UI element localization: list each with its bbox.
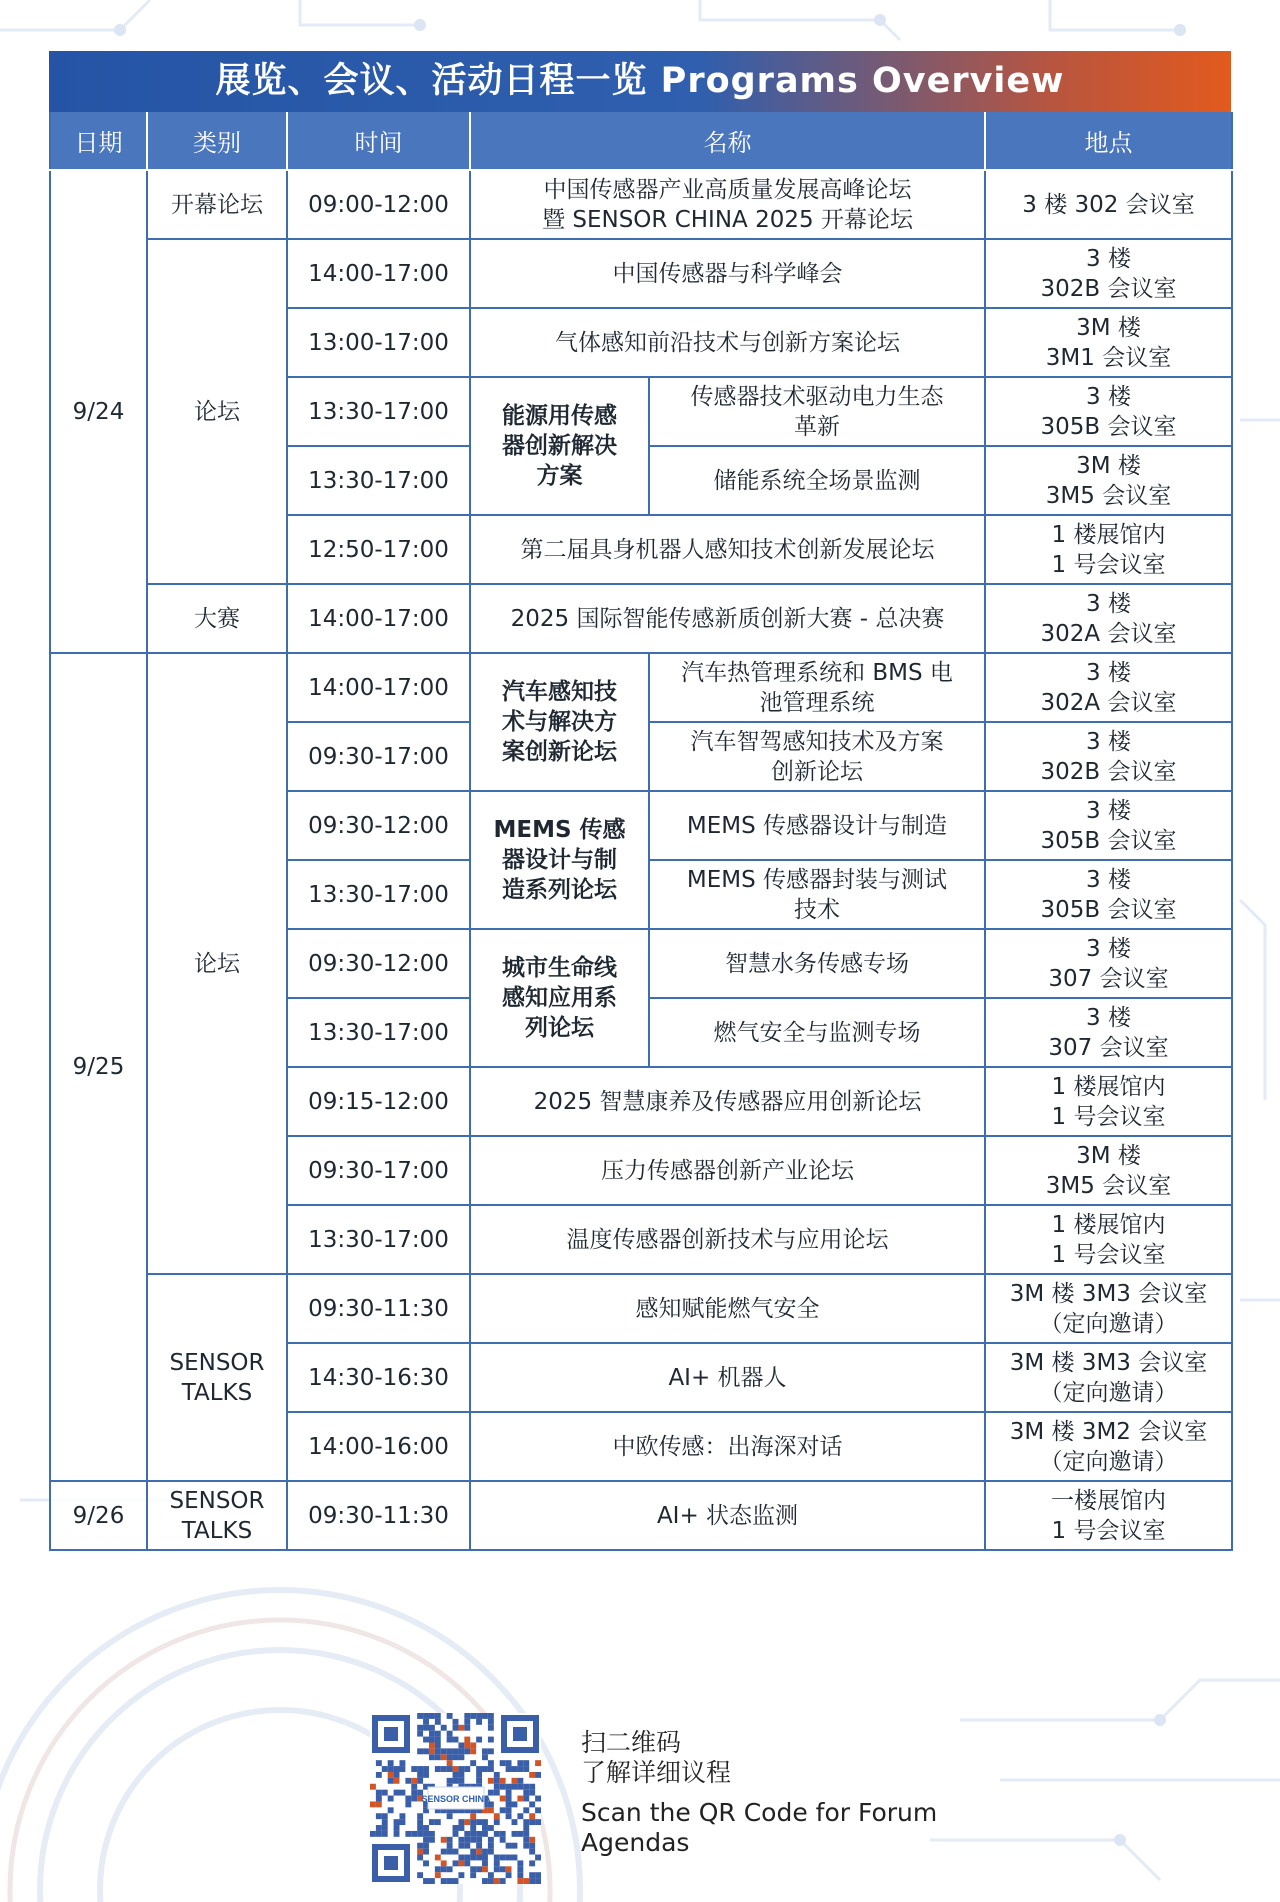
session-name-cell: 汽车智驾感知技术及方案 创新论坛 [649, 722, 985, 791]
qr-caption-en-1: Scan the QR Code for Forum [581, 1798, 938, 1827]
qr-caption-en-2: Agendas [581, 1828, 690, 1857]
header-time: 时间 [287, 112, 470, 170]
location-cell: 1 楼展馆内 1 号会议室 [985, 1067, 1232, 1136]
session-name-cell: MEMS 传感器设计与制造 [649, 791, 985, 860]
time-cell: 13:30-17:00 [287, 1205, 470, 1274]
time-cell: 09:30-11:30 [287, 1481, 470, 1550]
time-cell: 14:00-17:00 [287, 239, 470, 308]
time-cell: 09:15-12:00 [287, 1067, 470, 1136]
time-cell: 09:00-12:00 [287, 170, 470, 239]
category-cell: 论坛 [147, 653, 287, 1274]
forum-group-cell: 能源用传感 器创新解决 方案 [470, 377, 649, 515]
qr-finder-top-left [372, 1715, 410, 1753]
event-name-cell: 感知赋能燃气安全 [470, 1274, 985, 1343]
event-name-cell: 中国传感器与科学峰会 [470, 239, 985, 308]
table-row [50, 239, 1232, 308]
time-cell: 09:30-17:00 [287, 722, 470, 791]
time-cell: 13:30-17:00 [287, 998, 470, 1067]
qr-caption [581, 1728, 937, 1858]
event-name-cell: 2025 国际智能传感新质创新大赛 - 总决赛 [470, 584, 985, 653]
session-name-cell: 智慧水务传感专场 [649, 929, 985, 998]
time-cell: 09:30-17:00 [287, 1136, 470, 1205]
header-date: 日期 [50, 112, 147, 170]
forum-group-cell: 城市生命线 感知应用系 列论坛 [470, 929, 649, 1067]
table-row [50, 170, 1232, 239]
location-cell: 3 楼 302A 会议室 [985, 584, 1232, 653]
time-cell: 09:30-11:30 [287, 1274, 470, 1343]
time-cell: 13:30-17:00 [287, 446, 470, 515]
time-cell: 13:00-17:00 [287, 308, 470, 377]
date-cell: 9/25 [50, 653, 147, 1481]
location-cell: 3 楼 302A 会议室 [985, 653, 1232, 722]
location-cell: 1 楼展馆内 1 号会议室 [985, 1205, 1232, 1274]
category-cell: SENSOR TALKS [147, 1274, 287, 1481]
time-cell: 14:00-17:00 [287, 653, 470, 722]
location-cell: 3M 楼 3M5 会议室 [985, 1136, 1232, 1205]
location-cell: 3M 楼 3M3 会议室 （定向邀请） [985, 1343, 1232, 1412]
schedule-table [49, 112, 1233, 1551]
table-row [50, 584, 1232, 653]
table-row [50, 653, 1232, 722]
date-cell: 9/26 [50, 1481, 147, 1550]
header-location: 地点 [985, 112, 1232, 170]
location-cell: 3 楼 302 会议室 [985, 170, 1232, 239]
location-cell: 1 楼展馆内 1 号会议室 [985, 515, 1232, 584]
session-name-cell: 储能系统全场景监测 [649, 446, 985, 515]
time-cell: 12:50-17:00 [287, 515, 470, 584]
category-cell: 论坛 [147, 239, 287, 584]
event-name-cell: 中欧传感：出海深对话 [470, 1412, 985, 1481]
category-cell: SENSOR TALKS [147, 1481, 287, 1550]
date-cell: 9/24 [50, 170, 147, 653]
event-name-cell: 压力传感器创新产业论坛 [470, 1136, 985, 1205]
forum-group-cell: 汽车感知技 术与解决方 案创新论坛 [470, 653, 649, 791]
time-cell: 14:00-16:00 [287, 1412, 470, 1481]
qr-finder-top-right [501, 1715, 539, 1753]
location-cell: 3M 楼 3M2 会议室 （定向邀请） [985, 1412, 1232, 1481]
location-cell: 一楼展馆内 1 号会议室 [985, 1481, 1232, 1550]
table-header-row [50, 112, 1232, 170]
qr-logo: SENSOR CHINA [421, 1794, 491, 1804]
forum-group-cell: MEMS 传感 器设计与制 造系列论坛 [470, 791, 649, 929]
time-cell: 13:30-17:00 [287, 377, 470, 446]
page-title: 展览、会议、活动日程一览 Programs Overview [49, 51, 1231, 112]
event-name-cell: 第二届具身机器人感知技术创新发展论坛 [470, 515, 985, 584]
qr-code[interactable] [370, 1713, 541, 1884]
location-cell: 3 楼 305B 会议室 [985, 860, 1232, 929]
location-cell: 3 楼 302B 会议室 [985, 239, 1232, 308]
time-cell: 09:30-12:00 [287, 929, 470, 998]
session-name-cell: MEMS 传感器封装与测试 技术 [649, 860, 985, 929]
location-cell: 3M 楼 3M1 会议室 [985, 308, 1232, 377]
session-name-cell: 汽车热管理系统和 BMS 电 池管理系统 [649, 653, 985, 722]
event-name-cell: 2025 智慧康养及传感器应用创新论坛 [470, 1067, 985, 1136]
time-cell: 13:30-17:00 [287, 860, 470, 929]
location-cell: 3 楼 305B 会议室 [985, 791, 1232, 860]
location-cell: 3 楼 302B 会议室 [985, 722, 1232, 791]
header-category: 类别 [147, 112, 287, 170]
location-cell: 3M 楼 3M5 会议室 [985, 446, 1232, 515]
location-cell: 3 楼 307 会议室 [985, 998, 1232, 1067]
header-name: 名称 [470, 112, 985, 170]
event-name-cell: AI+ 机器人 [470, 1343, 985, 1412]
location-cell: 3 楼 305B 会议室 [985, 377, 1232, 446]
event-name-cell: 中国传感器产业高质量发展高峰论坛 暨 SENSOR CHINA 2025 开幕论坛 [470, 170, 985, 239]
table-row [50, 1481, 1232, 1550]
time-cell: 14:30-16:30 [287, 1343, 470, 1412]
qr-caption-cn-1: 扫二维码 [581, 1728, 682, 1757]
category-cell: 开幕论坛 [147, 170, 287, 239]
table-row [50, 1274, 1232, 1343]
location-cell: 3 楼 307 会议室 [985, 929, 1232, 998]
schedule-panel [49, 51, 1231, 1551]
time-cell: 09:30-12:00 [287, 791, 470, 860]
time-cell: 14:00-17:00 [287, 584, 470, 653]
event-name-cell: 气体感知前沿技术与创新方案论坛 [470, 308, 985, 377]
qr-caption-cn-2: 了解详细议程 [581, 1758, 732, 1787]
qr-finder-bottom-left [372, 1844, 410, 1882]
session-name-cell: 燃气安全与监测专场 [649, 998, 985, 1067]
event-name-cell: AI+ 状态监测 [470, 1481, 985, 1550]
location-cell: 3M 楼 3M3 会议室 （定向邀请） [985, 1274, 1232, 1343]
category-cell: 大赛 [147, 584, 287, 653]
event-name-cell: 温度传感器创新技术与应用论坛 [470, 1205, 985, 1274]
session-name-cell: 传感器技术驱动电力生态 革新 [649, 377, 985, 446]
